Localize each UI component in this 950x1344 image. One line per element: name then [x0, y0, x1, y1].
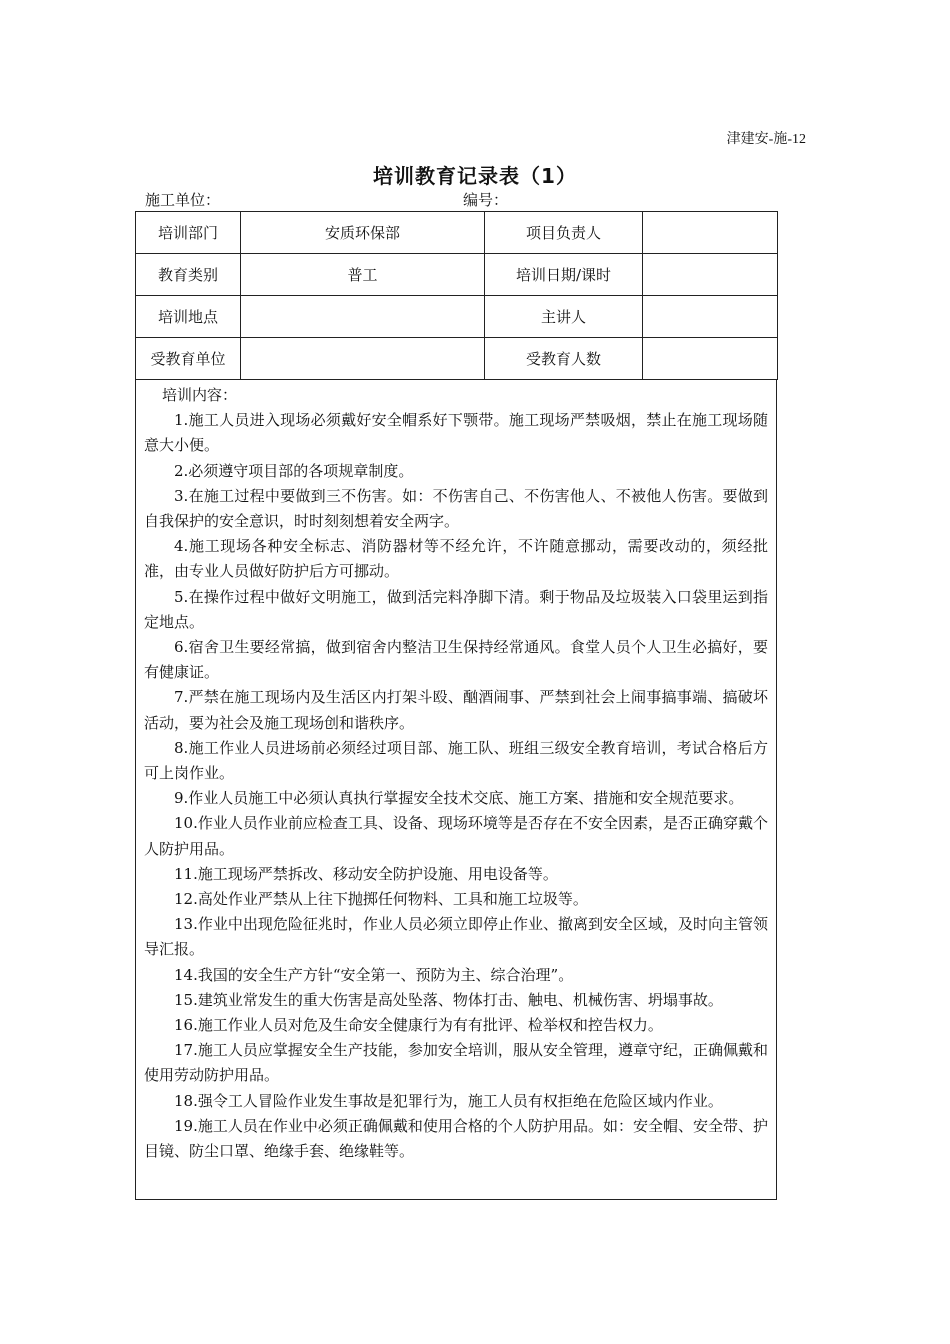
list-item: 8.施工作业人员进场前必须经过项目部、施工队、班组三级安全教育培训，考试合格后方可上岗作业。 [144, 738, 768, 783]
project-lead-label: 项目负责人 [485, 212, 643, 254]
list-item: 5.在操作过程中做好文明施工，做到活完料净脚下清。剩于物品及垃圾装入口袋里运到指定地点。 [144, 587, 768, 631]
training-date-value [643, 254, 778, 296]
list-item: 15.建筑业常发生的重大伤害是高处坠落、物体打击、触电、机械伤害、坍塌事故。 [174, 990, 723, 1009]
trainee-count-value [643, 338, 778, 380]
list-item: 7.严禁在施工现场内及生活区内打架斗殴、酗酒闹事、严禁到社会上闹事搞事端、搞破坏活动，要为社会及施工现场创和谐秩序。 [144, 688, 768, 732]
project-lead-value [643, 212, 778, 254]
list-item: 12.高处作业严禁从上往下抛掷任何物料、工具和施工垃圾等。 [174, 890, 588, 909]
list-item: 6.宿舍卫生要经常搞，做到宿舍内整洁卫生保持经常通风。食堂人员个人卫生必搞好，要有健康证。 [144, 638, 768, 682]
lecturer-label: 主讲人 [485, 296, 643, 338]
training-location-label: 培训地点 [136, 296, 241, 338]
list-item: 3.在施工过程中要做到三不伤害。如：不伤害自己、不伤害他人、不被他人伤害。要做到自我保护的安全意识，时时刻刻想着安全两字。 [144, 486, 768, 531]
info-table [135, 211, 778, 380]
trainee-unit-label: 受教育单位 [136, 338, 241, 380]
list-item: 14.我国的安全生产方针“安全第一、预防为主、综合治理”。 [174, 965, 574, 984]
table-row [136, 296, 778, 338]
trainee-count-label: 受教育人数 [485, 338, 643, 380]
training-content [135, 379, 777, 1200]
table-row [136, 212, 778, 254]
list-item: 1.施工人员进入现场必须戴好安全帽系好下颚带。施工现场严禁吸烟，禁止在施工现场随意大小便。 [144, 411, 768, 455]
training-content-label: 培训内容： [162, 386, 238, 404]
training-dept-label: 培训部门 [136, 212, 241, 254]
list-item: 9.作业人员施工中必须认真执行掌握安全技术交底、施工方案、措施和安全规范要求。 [174, 789, 744, 808]
table-row [136, 338, 778, 380]
list-item: 13.作业中出现危险征兆时，作业人员必须立即停止作业、撤离到安全区域，及时向主管领导汇报。 [144, 915, 768, 959]
list-item: 2.必须遵守项目部的各项规章制度。 [174, 461, 414, 480]
trainee-unit-value [241, 338, 485, 380]
list-item: 4.施工现场各种安全标志、消防器材等不经允许，不许随意挪动，需要改动的，须经批准，由专业人员做好防护后方可挪动。 [144, 537, 768, 581]
education-type-label: 教育类别 [136, 254, 241, 296]
list-item: 11.施工现场严禁拆改、移动安全防护设施、用电设备等。 [174, 864, 558, 883]
construction-unit-label: 施工单位： [145, 191, 221, 209]
training-date-label: 培训日期/课时 [485, 254, 643, 296]
serial-number-label: 编号： [463, 191, 509, 209]
page-title: 培训教育记录表（1） [373, 164, 577, 188]
education-type-value: 普工 [241, 254, 485, 296]
list-item: 19.施工人员在作业中必须正确佩戴和使用合格的个人防护用品。如：安全帽、安全带、护目镜、防尘口罩、绝缘手套、绝缘鞋等。 [144, 1116, 768, 1161]
table-row [136, 254, 778, 296]
training-dept-value: 安质环保部 [241, 212, 485, 254]
training-location-value [241, 296, 485, 338]
list-item: 16.施工作业人员对危及生命安全健康行为有有批评、检举权和控告权力。 [174, 1016, 663, 1035]
lecturer-value [643, 296, 778, 338]
list-item: 18.强令工人冒险作业发生事故是犯罪行为，施工人员有权拒绝在危险区域内作业。 [174, 1091, 723, 1110]
list-item: 10.作业人员作业前应检查工具、设备、现场环境等是否存在不安全因素，是否正确穿戴个人防护用品。 [144, 814, 768, 858]
document-code: 津建安-施-12 [726, 132, 806, 147]
list-item: 17.施工人员应掌握安全生产技能，参加安全培训，服从安全管理，遵章守纪，正确佩戴和使用劳动防护用品。 [144, 1041, 768, 1085]
form-meta [145, 189, 509, 210]
